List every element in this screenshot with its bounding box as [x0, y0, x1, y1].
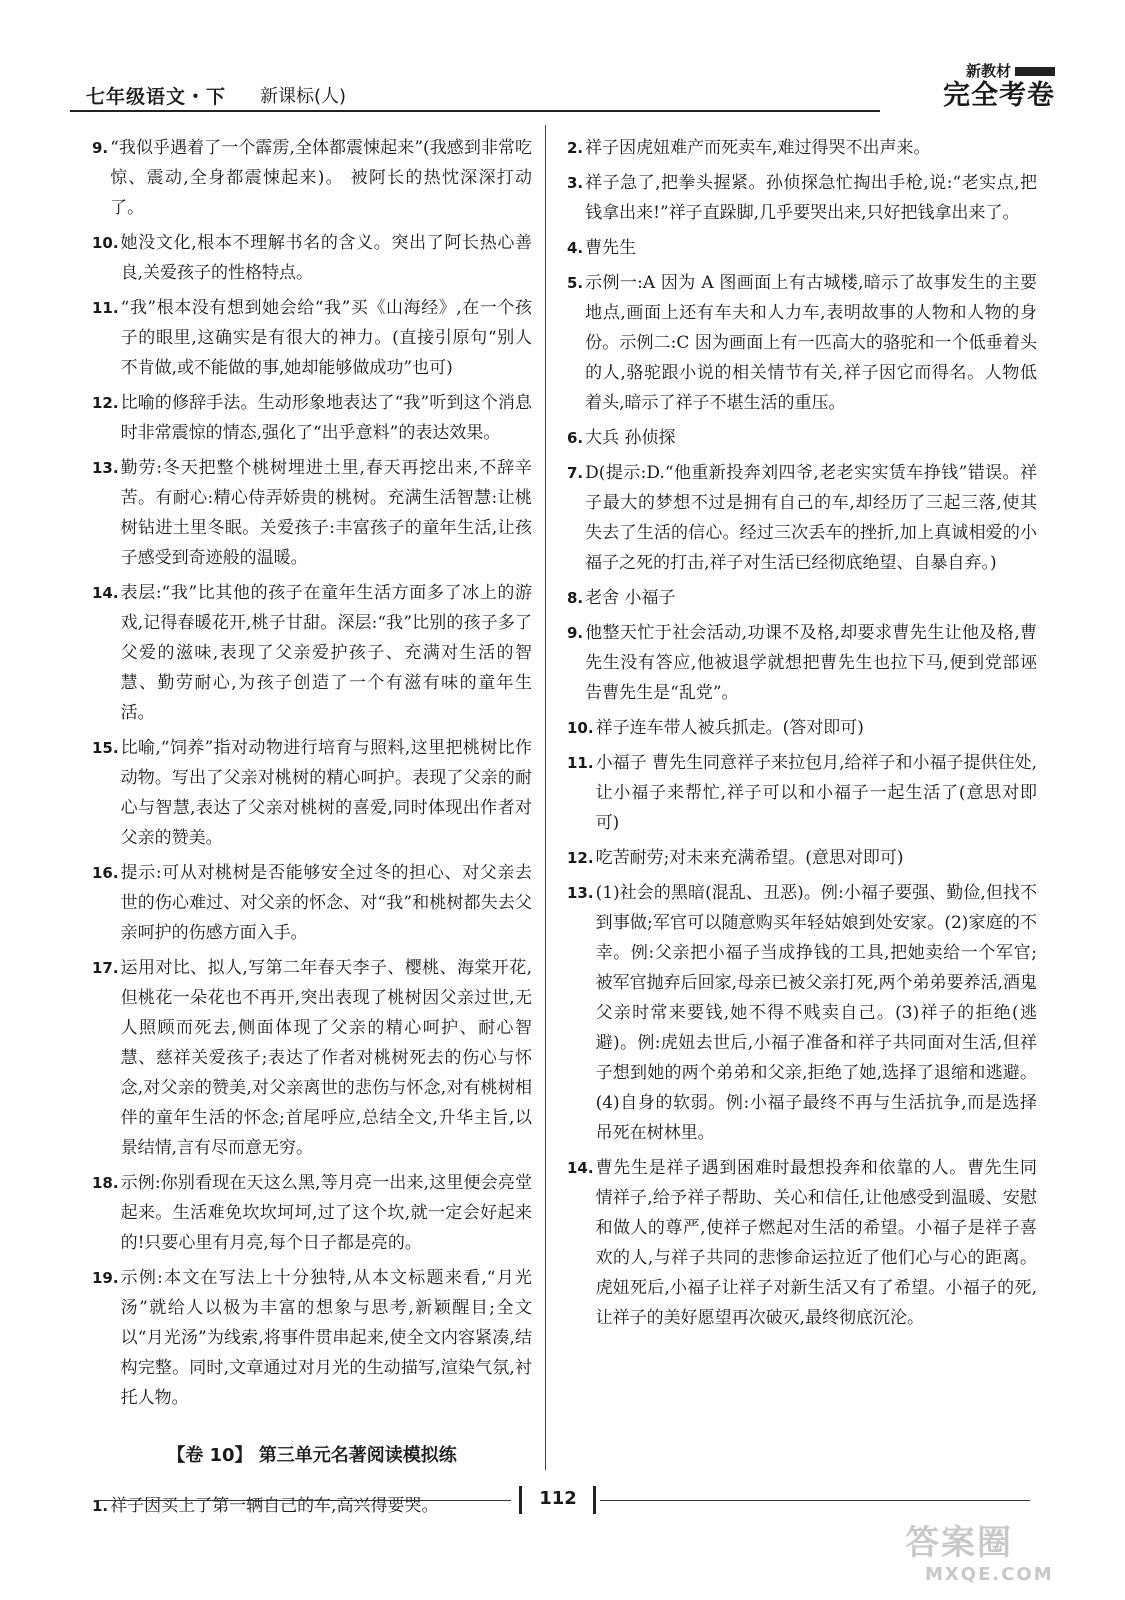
answer-text: 比喻,“饲养”指对动物进行培育与照料,这里把桃树比作动物。写出了父亲对桃树的精心呵护。表现了父亲的耐心与智慧,表达了父亲对桃树的喜爱,同时体现出作者对父亲的赞美。 [120, 738, 532, 848]
answer-item [567, 583, 1037, 613]
answer-text: 运用对比、拟人,写第二年春天李子、樱桃、海棠开花,但桃花一朵花也不再开,突出表现了桃树因父亲过世,无人照顾而死去,侧面体现了父亲的精心呵护、耐心智慧、慈祥关爱孩子;表达了作者对桃树死去的伤心与怀念,对父亲的赞美,对父亲离世的悲伤与怀念,对有桃树相伴的童年生活的怀念;首尾呼应,总结全文,升华主旨,以景结情,言有尽而意无穷。 [120, 958, 532, 1158]
answer-item [567, 133, 1037, 163]
answer-item [92, 1263, 532, 1413]
footer-rule-right [600, 1500, 1030, 1501]
header-rule [70, 110, 880, 112]
answer-item [92, 293, 532, 383]
answer-item [567, 268, 1037, 418]
answer-text: 曹先生 [585, 238, 637, 258]
answer-text: 吃苦耐劳;对未来充满希望。(意思对即可) [595, 848, 904, 868]
answer-number: 18. [92, 1174, 119, 1192]
answer-text: 比喻的修辞手法。生动形象地表达了“我”听到这个消息时非常震惊的情态,强化了“出乎意料”的表达效果。 [120, 393, 532, 443]
answer-text: 祥子连车带人被兵抓走。(答对即可) [595, 718, 864, 738]
watermark-line2: MXQE.COM [925, 1564, 1054, 1585]
answer-number: 2. [567, 139, 584, 157]
answer-item [567, 423, 1037, 453]
answer-number: 11. [567, 754, 594, 772]
answer-item [567, 1153, 1037, 1333]
answer-number: 14. [567, 1159, 594, 1177]
answer-text: 她没文化,根本不理解书名的含义。突出了阿长热心善良,关爱孩子的性格特点。 [120, 233, 532, 283]
answer-item [567, 843, 1037, 873]
answer-item [92, 733, 532, 853]
answer-number: 14. [92, 584, 119, 602]
answer-text: 祥子急了,把拳头握紧。孙侦探急忙掏出手枪,说:“老实点,把钱拿出来!”祥子直跺脚,几乎要哭出来,只好把钱拿出来了。 [585, 173, 1037, 223]
brand-big: 完全考卷 [943, 80, 1055, 111]
grade-subject: 七年级语文・下 [86, 86, 227, 108]
watermark-line1: 答案圈 [905, 1523, 1013, 1563]
answer-text: D(提示:D.“他重新投奔刘四爷,老老实实赁车挣钱”错误。祥子最大的梦想不过是拥有自己的车,却经历了三起三落,使其失去了生活的信心。经过三次丢车的挫折,加上真诚相爱的小福子之死的打击,祥子对生活已经彻底绝望、自暴自弃。) [585, 463, 1037, 573]
answer-text: 祥子因买上了第一辆自己的车,高兴得要哭。 [110, 1496, 439, 1516]
answer-text: 示例:你别看现在天这么黑,等月亮一出来,这里便会亮堂起来。生活难免坎坎坷坷,过了这个坎,就一定会好起来的!只要心里有月亮,每个日子都是亮的。 [120, 1173, 532, 1253]
answer-text: “我”根本没有想到她会给“我”买《山海经》,在一个孩子的眼里,这确实是有很大的神力。(直接引原句“别人不肯做,或不能做的事,她却能够做成功”也可) [120, 298, 532, 378]
answer-number: 8. [567, 589, 584, 607]
answer-number: 1. [92, 1497, 109, 1515]
right-answer-list [567, 133, 1037, 1333]
brand-small: 新教材 [965, 62, 1011, 80]
answer-item [567, 618, 1037, 708]
answer-item [92, 578, 532, 728]
answer-number: 6. [567, 429, 584, 447]
answer-number: 4. [567, 239, 584, 257]
answer-text: 大兵 孙侦探 [585, 428, 676, 448]
answer-item [567, 878, 1037, 1148]
answer-number: 3. [567, 174, 584, 192]
curriculum-standard: 新课标(人) [260, 86, 347, 107]
answer-item [92, 228, 532, 288]
answer-number: 12. [567, 849, 594, 867]
answer-number: 9. [567, 624, 584, 642]
answer-number: 16. [92, 864, 119, 882]
section-title: 【卷 10】 第三单元名著阅读模拟练 [167, 1445, 457, 1466]
answer-text: 表层:“我”比其他的孩子在童年生活方面多了冰上的游戏,记得春暖花开,桃子甘甜。深层:“我”比别的孩子多了父爱的滋味,表现了父亲爱护孩子、充满对生活的智慧、勤劳耐心,为孩子创造了一个有滋有味的童年生活。 [120, 583, 532, 723]
answer-item [92, 133, 532, 223]
answer-number: 9. [92, 139, 109, 157]
answer-number: 11. [92, 299, 119, 317]
page-footer [95, 1480, 1030, 1520]
footer-rule-left [95, 1500, 511, 1501]
watermark [905, 1515, 1085, 1585]
answer-text: 他整天忙于社会活动,功课不及格,却要求曹先生让他及格,曹先生没有答应,他被退学就想把曹先生也拉下马,便到党部诬告曹先生是“乱党”。 [585, 623, 1037, 703]
answer-item [567, 168, 1037, 228]
answer-text: 祥子因虎妞难产而死卖车,难过得哭不出声来。 [585, 138, 931, 158]
answer-item [567, 748, 1037, 838]
answer-number: 12. [92, 394, 119, 412]
answer-text: 小福子 曹先生同意祥子来拉包月,给祥子和小福子提供住处,让小福子来帮忙,祥子可以和小福子一起生活了(意思对即可) [595, 753, 1037, 833]
page-header [70, 62, 1055, 112]
answer-text: “我似乎遇着了一个霹雳,全体都震悚起来”(我感到非常吃惊、震动,全身都震悚起来)。 被阿长的热忱深深打动了。 [110, 138, 532, 218]
answer-text: 示例:本文在写法上十分独特,从本文标题来看,“月光汤”就给人以极为丰富的想象与思考,新颖醒目;全文以“月光汤”为线索,将事件贯串起来,使全文内容紧凑,结构完整。同时,文章通过对月光的生动描写,渲染气氛,衬托人物。 [120, 1268, 532, 1408]
answer-number: 19. [92, 1269, 119, 1287]
answer-item [567, 458, 1037, 578]
left-column [92, 133, 532, 1526]
answer-item [92, 1168, 532, 1258]
answer-text: (1)社会的黑暗(混乱、丑恶)。例:小福子要强、勤俭,但找不到事做;军官可以随意购买年轻姑娘到处安家。(2)家庭的不幸。例:父亲把小福子当成挣钱的工具,把她卖给一个军官;被军官抛弃后回家,母亲已被父亲打死,两个弟弟要养活,酒鬼父亲时常来要钱,她不得不贱卖自己。(3)祥子的拒绝(逃避)。例:虎妞去世后,小福子准备和祥子共同面对生活,但祥子想到她的两个弟弟和父亲,拒绝了她,选择了退缩和逃避。(4)自身的软弱。例:小福子最终不再与生活抗争,而是选择吊死在树林里。 [595, 883, 1037, 1143]
answer-number: 15. [92, 739, 119, 757]
brand-bar [1015, 67, 1055, 76]
answer-number: 5. [567, 274, 584, 292]
answer-item [92, 388, 532, 448]
answer-text: 提示:可从对桃树是否能够安全过冬的担心、对父亲去世的伤心难过、对父亲的怀念、对“我”和桃树都失去父亲呵护的伤感方面入手。 [120, 863, 532, 943]
answer-text: 示例一:A 因为 A 图画面上有古城楼,暗示了故事发生的主要地点,画面上还有车夫和人力车,表明故事的人物和人物的身份。示例二:C 因为画面上有一匹高大的骆驼和一个低垂着头的人,骆驼跟小说的相关情节有关,祥子因它而得名。人物低着头,暗示了祥子不堪生活的重压。 [585, 273, 1037, 413]
answer-text: 勤劳:冬天把整个桃树埋进土里,春天再挖出来,不辞辛苦。有耐心:精心侍弄娇贵的桃树。充满生活智慧:让桃树钻进土里冬眠。关爱孩子:丰富孩子的童年生活,让孩子感受到奇迹般的温暖。 [120, 458, 532, 568]
right-column [567, 133, 1037, 1338]
page-number: 112 [539, 1488, 577, 1509]
answer-number: 10. [92, 234, 119, 252]
answer-item [567, 713, 1037, 743]
answer-text: 曹先生是祥子遇到困难时最想投奔和依靠的人。曹先生同情祥子,给予祥子帮助、关心和信任,让他感受到温暖、安慰和做人的尊严,使祥子燃起对生活的希望。小福子是祥子喜欢的人,与祥子共同的悲惨命运拉近了他们心与心的距离。虎妞死后,小福子让祥子对新生活又有了希望。小福子的死,让祥子的美好愿望再次破灭,最终彻底沉沦。 [595, 1158, 1037, 1328]
answer-number: 7. [567, 464, 584, 482]
answer-number: 13. [567, 884, 594, 902]
answer-text: 老舍 小福子 [585, 588, 676, 608]
answer-item [567, 233, 1037, 263]
answer-number: 13. [92, 459, 119, 477]
answer-item [92, 858, 532, 948]
left-answer-list [92, 133, 532, 1413]
column-divider [545, 125, 546, 1470]
answer-item [92, 453, 532, 573]
answer-number: 17. [92, 959, 119, 977]
brand-logo [880, 60, 1055, 112]
footer-bar-right [593, 1486, 596, 1514]
answer-item [92, 953, 532, 1163]
footer-bar-left [519, 1486, 522, 1514]
answer-number: 10. [567, 719, 594, 737]
